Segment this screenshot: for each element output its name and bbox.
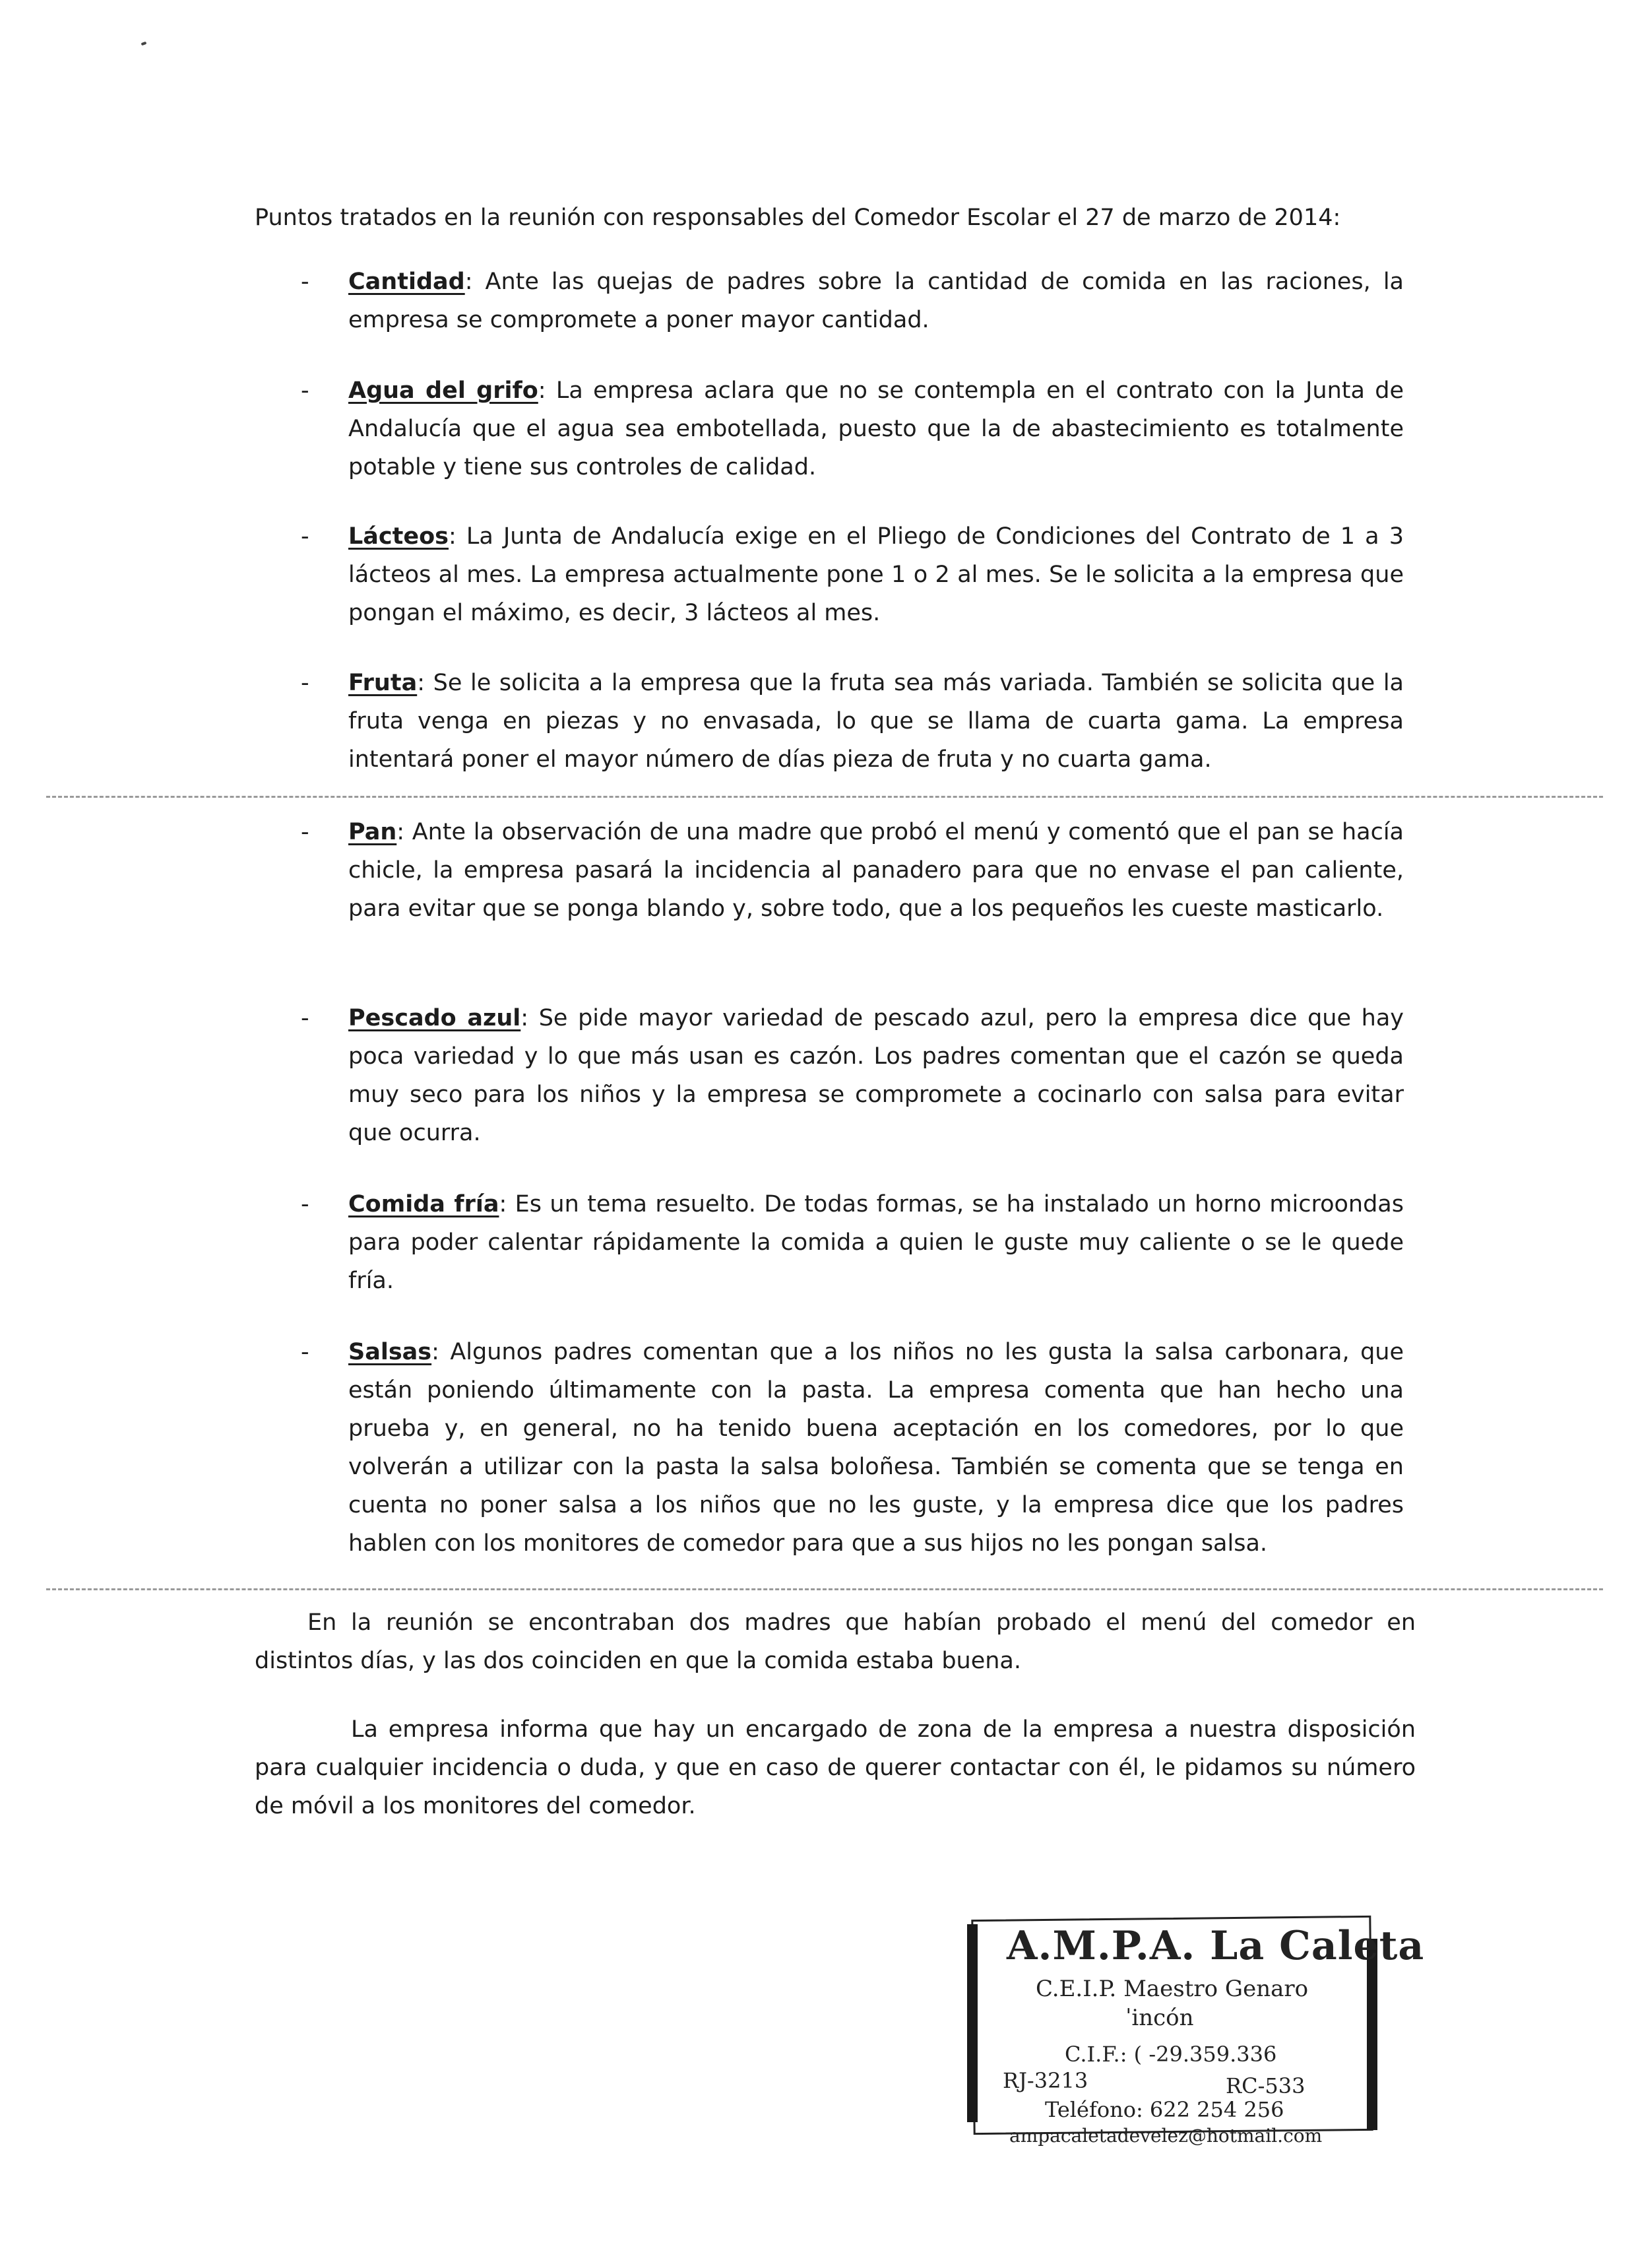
- stamp-cif: C.I.F.: ( -29.359.336: [1065, 2042, 1277, 2067]
- list-dash: -: [301, 670, 309, 696]
- stamp-rc: RC-533: [1226, 2073, 1306, 2098]
- list-item-body: [348, 372, 1404, 486]
- list-dash: -: [301, 1339, 309, 1365]
- list-item-body: [348, 1333, 1404, 1563]
- item-title: Agua del grifo: [348, 377, 538, 404]
- item-title: Cantidad: [348, 269, 465, 295]
- list-item-body: [348, 813, 1404, 928]
- item-title: Comida fría: [348, 1191, 499, 1217]
- item-text: : La empresa aclara que no se contempla en el contrato con la Junta de Andalucía que el agua sea embotellada, puesto que la de abastecimiento es totalmente potable y tiene sus controles de calidad.: [348, 377, 1404, 480]
- item-title: Lácteos: [348, 523, 449, 550]
- intro-line: Puntos tratados en la reunión con responsables del Comedor Escolar el 27 de marzo de 2014:: [255, 205, 1341, 231]
- item-text: : Ante la observación de una madre que probó el menú y comentó que el pan se hacía chicle, la empresa pasará la incidencia al panadero para que no envase el pan caliente, para evitar que se ponga blando y, sobre todo, que a los pequeños les cueste masticarlo.: [348, 819, 1404, 922]
- item-text: : Algunos padres comentan que a los niños no les gusta la salsa carbonara, que están poniendo últimamente con la pasta. La empresa comenta que han hecho una prueba y, en general, no ha tenido buena aceptación en los comedores, por lo que volverán a utilizar con la pasta la salsa boloñesa. También se comenta que se tenga en cuenta no poner salsa a los niños que no les guste, y la empresa dice que los padres hablen con los monitores de comedor para que a sus hijos no les pongan salsa.: [348, 1339, 1404, 1557]
- list-dash: -: [301, 1005, 309, 1031]
- paragraph-madres: En la reunión se encontraban dos madres que habían probado el menú del comedor en distintos días, y las dos coinciden en que la comida estaba buena.: [255, 1609, 1416, 1674]
- stamp-email: ampacaletadevelez@hotmail.com: [1009, 2125, 1323, 2147]
- list-dash: -: [301, 819, 309, 845]
- item-title: Pan: [348, 819, 397, 845]
- list-item-body: [348, 1185, 1404, 1300]
- list-dash: -: [301, 269, 309, 295]
- item-title: Salsas: [348, 1339, 432, 1365]
- item-title: Pescado azul: [348, 1005, 521, 1031]
- list-dash: -: [301, 377, 309, 404]
- item-title: Fruta: [348, 670, 418, 696]
- item-text: : Ante las quejas de padres sobre la cantidad de comida en las raciones, la empresa se compromete a poner mayor cantidad.: [348, 269, 1404, 333]
- scan-speck: [141, 42, 147, 46]
- section-divider: [46, 796, 1603, 798]
- list-item-body: [348, 263, 1404, 339]
- stamp-school-line2: ˈincón: [1125, 2005, 1194, 2031]
- list-item-body: [348, 999, 1404, 1152]
- item-text: : Se pide mayor variedad de pescado azul, pero la empresa dice que hay poca variedad y lo que más usan es cazón. Los padres comentan que el cazón se queda muy seco para los niños y la empresa se compromete a cocinarlo con salsa para evitar que ocurra.: [348, 1005, 1404, 1146]
- item-text: : Es un tema resuelto. De todas formas, se ha instalado un horno microondas para poder calentar rápidamente la comida a quien le guste muy caliente o se le quede fría.: [348, 1191, 1404, 1294]
- stamp-name: A.M.P.A. La Caleta: [1007, 1923, 1425, 1969]
- stamp-school-line1: C.E.I.P. Maestro Genaro: [1036, 1976, 1309, 2002]
- stamp-rj: RJ-3213: [1003, 2068, 1088, 2093]
- list-dash: -: [301, 523, 309, 550]
- item-text: : Se le solicita a la empresa que la fruta sea más variada. También se solicita que la fruta venga en piezas y no envasada, lo que se llama de cuarta gama. La empresa intentará poner el mayor número de días pieza de fruta y no cuarta gama.: [348, 670, 1404, 773]
- list-item-body: [348, 664, 1404, 779]
- list-item-body: [348, 517, 1404, 632]
- section-divider: [46, 1588, 1603, 1590]
- list-dash: -: [301, 1191, 309, 1217]
- item-text: : La Junta de Andalucía exige en el Pliego de Condiciones del Contrato de 1 a 3 lácteos al mes. La empresa actualmente pone 1 o 2 al mes. Se le solicita a la empresa que pongan el máximo, es decir, 3 lácteos al mes.: [348, 523, 1404, 626]
- stamp-bar-left: [967, 1924, 978, 2122]
- paragraph-encargado: La empresa informa que hay un encargado de zona de la empresa a nuestra disposición para cualquier incidencia o duda, y que en caso de querer contactar con él, le pidamos su número de móvil a los monitores del comedor.: [255, 1716, 1416, 1819]
- stamp-telefono: Teléfono: 622 254 256: [1045, 2097, 1284, 2122]
- ampa-stamp: [967, 1912, 1425, 2147]
